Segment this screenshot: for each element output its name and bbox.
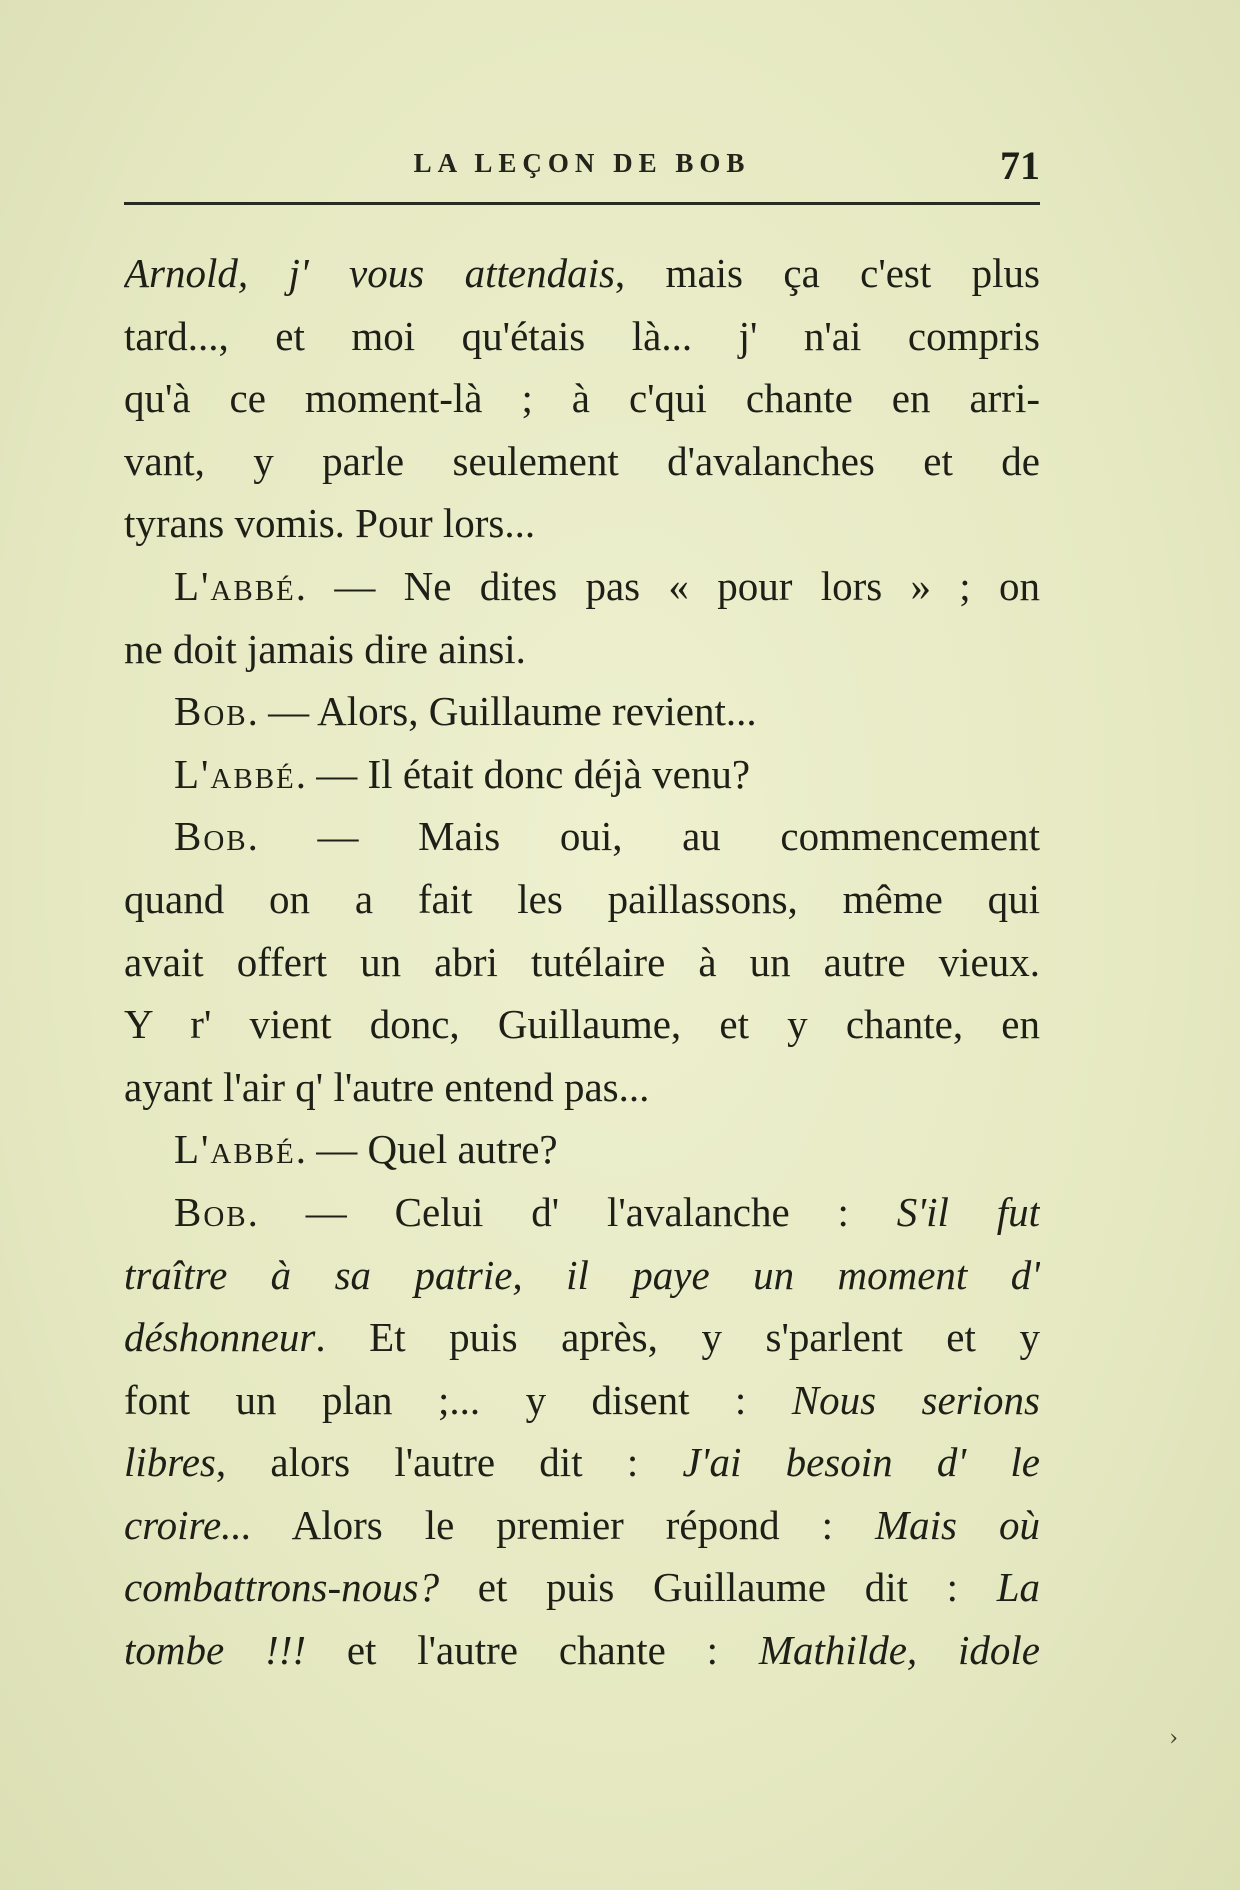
body-text [124,242,1040,1682]
text-line [124,1556,1040,1619]
italic-quote: traître à sa patrie, il paye un moment d' [124,1251,1040,1298]
text-run: . — Quel autre? [295,1126,558,1173]
page-number: 71 [1000,143,1040,188]
text-run: Y r' vient donc, Guillaume, et y chante, en [124,1001,1040,1048]
speaker-name: L'abbé [174,1126,296,1173]
text-line [124,1619,1040,1682]
paper-speck: › [1169,1726,1178,1751]
speaker-name: Bob [174,688,248,735]
text-line [124,993,1040,1056]
italic-quote: Arnold, j' vous attendais [124,250,615,296]
text-line [124,743,1040,806]
text-run: . — Il était donc déjà venu? [295,750,751,797]
text-line [124,868,1040,931]
text-run: qu'à ce moment-là ; à c'qui chante en arri- [124,375,1040,422]
text-line [124,1118,1040,1181]
header-rule [124,202,1040,205]
text-line [124,805,1040,868]
text-line [124,1431,1040,1494]
italic-quote: combattrons-nous? [124,1564,440,1611]
text-line [124,242,1040,305]
text-run: Alors le premier répond : [251,1501,876,1548]
running-title: LA LEÇON DE BOB [413,148,751,178]
text-run: ne doit jamais dire ainsi. [124,625,526,672]
speaker-name: Bob [174,813,248,860]
italic-quote: croire... [124,1501,252,1548]
text-run: et l'autre chante : [306,1627,759,1674]
text-run: vant, y parle seulement d'avalanches et de [124,437,1040,484]
speaker-name: L'abbé [174,750,296,797]
text-run: ayant l'air q' l'autre entend pas... [124,1063,650,1110]
text-line [124,1306,1040,1369]
speaker-name: Bob [174,1188,248,1235]
text-run: tard..., et moi qu'étais là... j' n'ai compris [124,312,1040,359]
text-line [124,555,1040,618]
text-line [124,680,1040,743]
text-line [124,1494,1040,1557]
text-line [124,1056,1040,1119]
speaker-name: L'abbé [174,562,296,609]
text-run: et puis Guillaume dit : [439,1564,997,1611]
text-run: , mais ça c'est plus [614,250,1040,296]
text-line [124,305,1040,368]
text-line [124,430,1040,493]
italic-quote: Mathilde, idole [758,1627,1040,1674]
text-line [124,931,1040,994]
text-line [124,1244,1040,1307]
italic-quote: tombe !!! [124,1627,306,1674]
italic-quote: S'il fut [896,1188,1040,1235]
italic-quote: libres [124,1439,216,1486]
italic-quote: La [996,1564,1040,1611]
text-run: . — Alors, Guillaume revient... [247,688,757,735]
text-line [124,1181,1040,1244]
text-run: . — Ne dites pas « pour lors » ; on [295,562,1040,609]
text-line [124,618,1040,681]
text-run: quand on a fait les paillassons, même qui [124,875,1040,922]
text-run: . — Celui d' l'avalanche : [247,1188,897,1235]
running-head [124,143,1040,190]
text-line [124,1369,1040,1432]
text-run: tyrans vomis. Pour lors... [124,500,536,547]
italic-quote: déshonneur [124,1314,316,1361]
text-run: . — Mais oui, au commencement [247,813,1040,860]
italic-quote: Nous serions [791,1376,1040,1423]
text-run: , alors l'autre dit : [215,1439,683,1486]
text-run: avait offert un abri tutélaire à un autre vieux. [124,938,1040,985]
italic-quote: J'ai besoin d' le [682,1439,1040,1486]
italic-quote: Mais où [875,1501,1040,1548]
text-line [124,367,1040,430]
text-run: font un plan ;... y disent : [124,1376,792,1423]
text-line [124,492,1040,555]
text-run: . Et puis après, y s'parlent et y [315,1314,1040,1361]
